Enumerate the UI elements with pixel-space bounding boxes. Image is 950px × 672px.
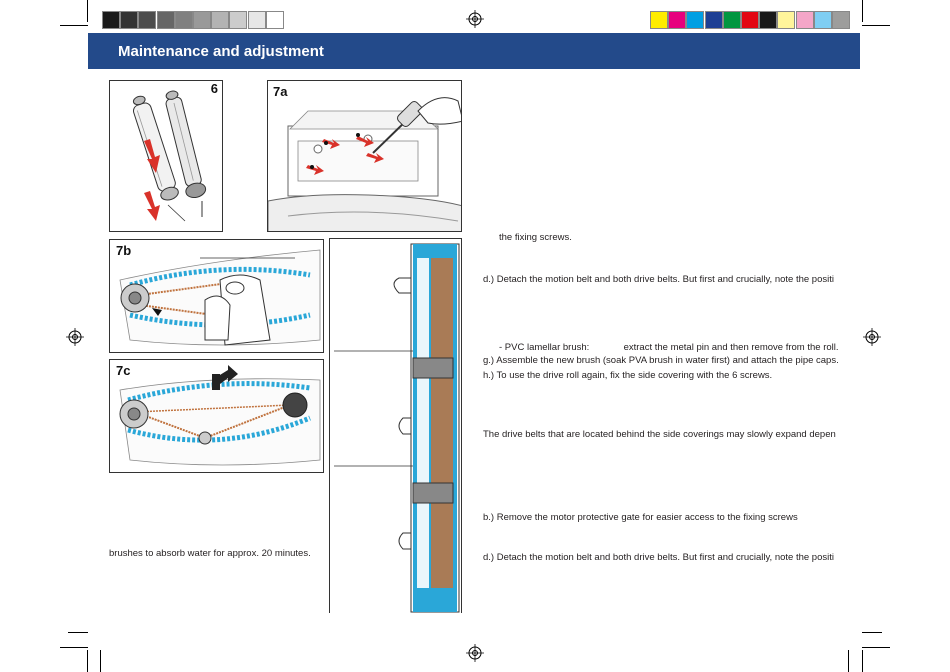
figure-7c-label: 7c — [116, 363, 131, 378]
crop-mark — [848, 650, 849, 672]
color-swatch — [686, 11, 704, 29]
machine-screw-illustration — [268, 81, 462, 232]
crop-mark — [87, 650, 88, 672]
figure-6-panel — [109, 80, 223, 232]
figure-6-label: 6 — [210, 81, 218, 96]
crop-mark — [60, 25, 88, 26]
instruction-line: b.) Remove the motor protective gate for easier access to the fixing screws — [483, 512, 798, 523]
color-swatch — [741, 11, 759, 29]
registration-mark-icon — [863, 328, 881, 346]
gray-swatch — [193, 11, 211, 29]
color-swatch — [650, 11, 668, 29]
instruction-line: the fixing screws. — [499, 232, 572, 243]
gray-swatch — [266, 11, 284, 29]
color-swatch — [796, 11, 814, 29]
crop-mark — [862, 650, 863, 672]
gray-swatch — [175, 11, 193, 29]
instruction-line: The drive belts that are located behind the side coverings may slowly expand depen — [483, 429, 836, 440]
gray-swatch — [138, 11, 156, 29]
drive-belt-layout-illustration — [110, 360, 324, 473]
color-swatch — [723, 11, 741, 29]
color-swatch — [832, 11, 850, 29]
figure-7b-label: 7b — [116, 243, 132, 258]
gray-swatch — [157, 11, 175, 29]
figure-7c-panel — [109, 359, 324, 473]
figure-7a-panel — [267, 80, 462, 232]
gray-swatch — [120, 11, 138, 29]
crop-mark — [862, 0, 863, 22]
instruction-line: d.) Detach the motion belt and both drive belts. But first and crucially, note the positi — [483, 274, 834, 285]
color-swatch — [814, 11, 832, 29]
crop-mark — [68, 632, 88, 633]
crop-mark — [862, 632, 882, 633]
page-title: Maintenance and adjustment — [118, 43, 324, 60]
brush-roll-illustration — [110, 81, 223, 232]
instruction-line: d.) Detach the motion belt and both drive belts. But first and crucially, note the positi — [483, 552, 834, 563]
belt-cross-section-figure — [329, 238, 462, 613]
instruction-line: h.) To use the drive roll again, fix the side covering with the 6 screws. — [483, 370, 773, 381]
drive-belt-removal-illustration — [110, 240, 324, 353]
gray-swatch — [248, 11, 266, 29]
crop-mark — [862, 25, 890, 26]
instruction-line: g.) Assemble the new brush (soak PVA brush in water first) and attach the pipe caps. — [483, 355, 839, 366]
registration-mark-icon — [66, 328, 84, 346]
crop-mark — [862, 647, 890, 648]
gray-swatch — [211, 11, 229, 29]
registration-mark-icon — [466, 10, 484, 28]
color-swatch — [777, 11, 795, 29]
crop-mark — [60, 647, 88, 648]
crop-mark — [87, 0, 88, 22]
color-swatch — [668, 11, 686, 29]
belt-cross-section-illustration — [329, 238, 462, 613]
gray-swatch — [229, 11, 247, 29]
color-swatch — [705, 11, 723, 29]
figure-7b-panel — [109, 239, 324, 353]
figure-7a-label: 7a — [273, 84, 288, 99]
registration-mark-icon — [466, 644, 484, 662]
color-swatch — [759, 11, 777, 29]
gray-swatch — [102, 11, 120, 29]
instruction-line: - PVC lamellar brush: extract the metal pin and then remove from the roll. — [499, 342, 839, 353]
left-column-text: brushes to absorb water for approx. 20 minutes. — [109, 548, 311, 559]
crop-mark — [100, 650, 101, 672]
